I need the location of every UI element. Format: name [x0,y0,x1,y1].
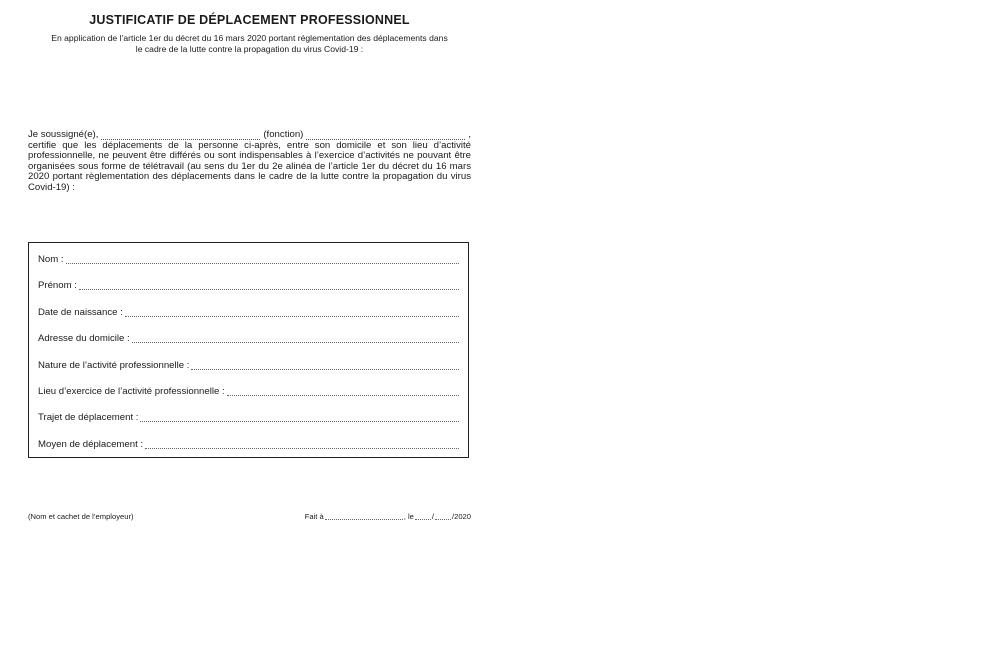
field-label: Moyen de déplacement : [38,438,144,450]
field-blank[interactable] [79,281,459,290]
signature-footer [28,512,471,521]
day-blank[interactable] [415,512,431,520]
person-details-box [28,242,469,458]
date-slash: / [431,512,434,521]
intro-body-text: certifie que les déplacements de la personne ci-après, entre son domicile et son lieu d’activité professionnelle, ne peuvent être différés ou sont indispensables à l’exercice d’activités ne pouvant être organisées sous forme de télétravail (au sens du 1er du 2e alinéa de l’article 1er du décret du 16 mars 2020 portant règlementation des déplacements dans le cadre de la lutte contre la propagation du virus Covid-19) : [28,139,471,193]
field-lieu-exercice[interactable] [38,385,459,397]
field-label: Adresse du domicile : [38,333,130,345]
field-trajet[interactable] [38,411,459,423]
field-label: Trajet de déplacement : [38,412,139,424]
le-label: , le [403,512,414,521]
field-nature-activite[interactable] [38,359,459,371]
field-label: Nom : [38,254,64,265]
certificate-page [28,10,471,521]
document-subtitle: En application de l’article 1er du décret du 16 mars 2020 portant réglementation des déplacements dans le cadre de la lutte contre la propagation du virus Covid-19 : [51,33,448,54]
intro-fonction-label: (fonction) [263,129,304,140]
intro-paragraph [28,130,471,194]
field-adresse[interactable] [38,332,459,344]
fonction-blank[interactable] [306,131,465,140]
field-label: Date de naissance : [38,306,123,318]
document-title: JUSTIFICATIF DE DÉPLACEMENT PROFESSIONNEL [89,13,410,27]
employer-stamp-label: (Nom et cachet de l’employeur) [28,512,134,521]
intro-je-label: Je soussigné(e), [28,129,99,140]
field-blank[interactable] [66,255,459,264]
field-nom[interactable] [38,253,459,265]
place-blank[interactable] [325,512,403,520]
field-blank[interactable] [132,334,459,343]
field-blank[interactable] [191,361,459,370]
field-blank[interactable] [125,308,459,317]
year-label: /2020 [451,512,471,521]
field-blank[interactable] [140,413,459,422]
field-prenom[interactable] [38,279,459,291]
field-date-naissance[interactable] [38,306,459,318]
field-label: Lieu d’exercice de l’activité professionnelle : [38,385,225,397]
month-blank[interactable] [435,512,451,520]
intro-first-line [28,130,471,141]
fait-a-label: Fait à [304,512,324,521]
field-label: Prénom : [38,280,77,292]
field-blank[interactable] [227,387,459,396]
place-date-line [305,512,471,521]
name-blank[interactable] [101,131,260,140]
intro-comma: , [468,129,471,140]
field-moyen[interactable] [38,438,459,450]
field-label: Nature de l’activité professionnelle : [38,359,190,371]
field-blank[interactable] [145,440,459,449]
